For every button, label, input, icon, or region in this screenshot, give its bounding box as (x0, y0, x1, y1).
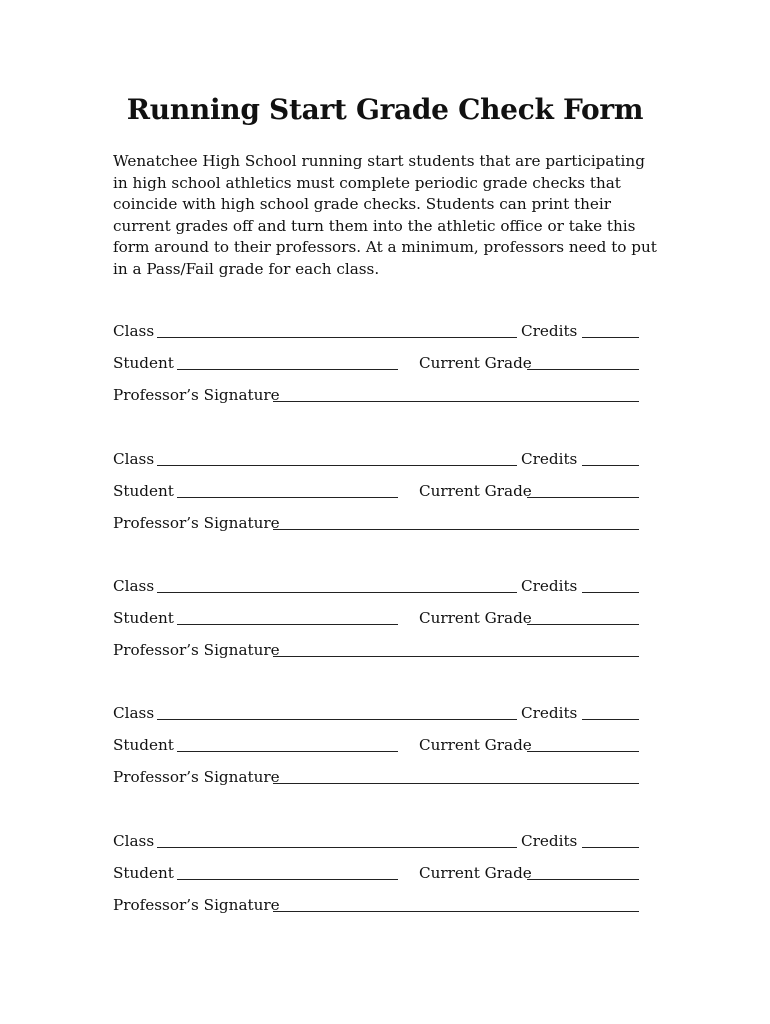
credits-label: Credits (521, 577, 578, 595)
current-grade-field[interactable] (527, 353, 639, 370)
student-field[interactable] (177, 481, 398, 498)
class-label: Class (113, 322, 155, 340)
signature-field[interactable] (273, 513, 639, 530)
class-field[interactable] (157, 321, 517, 338)
signature-field[interactable] (273, 895, 639, 912)
class-field[interactable] (157, 703, 517, 720)
student-row (113, 735, 643, 755)
student-label: Student (113, 864, 174, 882)
class-label: Class (113, 577, 155, 595)
signature-label: Professor’s Signature (113, 896, 280, 914)
class-row (113, 576, 643, 596)
student-row (113, 608, 643, 628)
signature-label: Professor’s Signature (113, 768, 280, 786)
current-grade-label: Current Grade (419, 354, 532, 372)
credits-field[interactable] (582, 703, 639, 720)
current-grade-label: Current Grade (419, 864, 532, 882)
class-label: Class (113, 450, 155, 468)
signature-row (113, 385, 643, 405)
student-field[interactable] (177, 608, 398, 625)
credits-field[interactable] (582, 321, 639, 338)
page-title: Running Start Grade Check Form (126, 93, 644, 126)
signature-label: Professor’s Signature (113, 514, 280, 532)
current-grade-field[interactable] (527, 735, 639, 752)
credits-label: Credits (521, 450, 578, 468)
class-row (113, 321, 643, 341)
student-label: Student (113, 354, 174, 372)
class-field[interactable] (157, 449, 517, 466)
current-grade-label: Current Grade (419, 482, 532, 500)
signature-field[interactable] (273, 385, 639, 402)
signature-row (113, 513, 643, 533)
signature-field[interactable] (273, 640, 639, 657)
signature-row (113, 895, 643, 915)
intro-paragraph: Wenatchee High School running start students that are participating in high school athletics must complete periodic grade checks that coincide with high school grade checks. Students can print their current grades off and turn them into the athletic office or take this form around to their professors. At a minimum, professors need to put in a Pass/Fail grade for each class. (113, 152, 657, 278)
student-row (113, 481, 643, 501)
class-field[interactable] (157, 576, 517, 593)
signature-label: Professor’s Signature (113, 641, 280, 659)
current-grade-field[interactable] (527, 863, 639, 880)
student-field[interactable] (177, 353, 398, 370)
signature-field[interactable] (273, 767, 639, 784)
signature-label: Professor’s Signature (113, 386, 280, 404)
student-field[interactable] (177, 735, 398, 752)
class-row (113, 831, 643, 851)
student-label: Student (113, 609, 174, 627)
class-label: Class (113, 704, 155, 722)
signature-row (113, 640, 643, 660)
credits-field[interactable] (582, 576, 639, 593)
current-grade-label: Current Grade (419, 736, 532, 754)
class-field[interactable] (157, 831, 517, 848)
credits-label: Credits (521, 832, 578, 850)
current-grade-field[interactable] (527, 481, 639, 498)
class-label: Class (113, 832, 155, 850)
class-row (113, 703, 643, 723)
current-grade-field[interactable] (527, 608, 639, 625)
signature-row (113, 767, 643, 787)
student-field[interactable] (177, 863, 398, 880)
credits-label: Credits (521, 322, 578, 340)
credits-field[interactable] (582, 449, 639, 466)
student-row (113, 353, 643, 373)
credits-field[interactable] (582, 831, 639, 848)
student-label: Student (113, 482, 174, 500)
class-row (113, 449, 643, 469)
current-grade-label: Current Grade (419, 609, 532, 627)
student-label: Student (113, 736, 174, 754)
student-row (113, 863, 643, 883)
credits-label: Credits (521, 704, 578, 722)
